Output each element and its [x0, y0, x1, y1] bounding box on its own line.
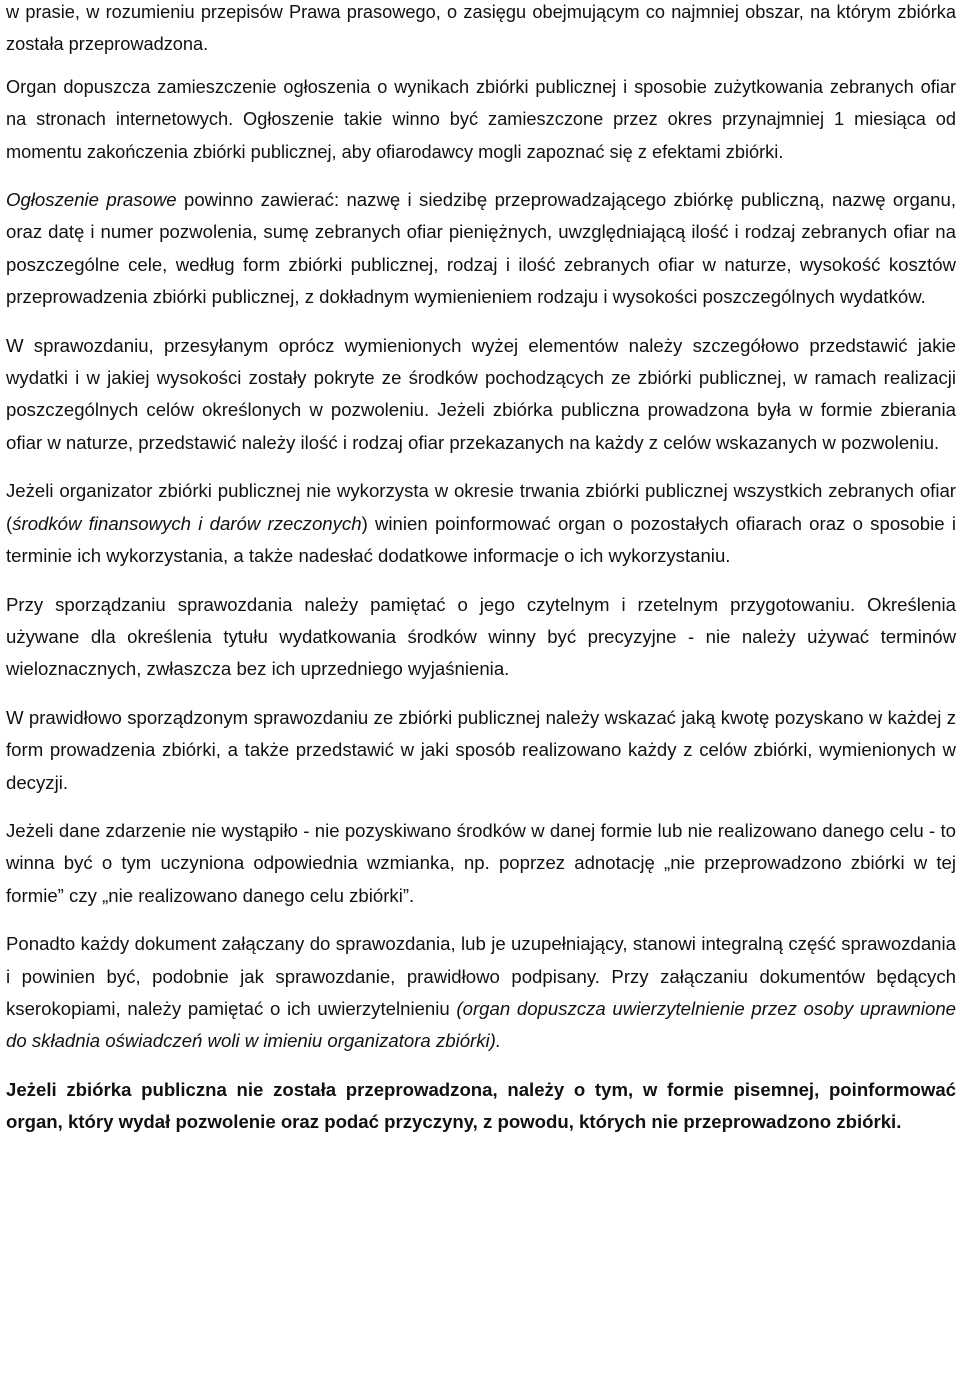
- press-announcement-term: Ogłoszenie prasowe: [6, 189, 177, 211]
- paragraph-unused-donations: [6, 475, 956, 572]
- paragraph-report-amounts: W prawidłowo sporządzonym sprawozdaniu ze zbiórki publicznej należy wskazać jaką kwotę pozyskano w każdej z form prowadzenia zbiórki, a także przedstawić w jaki sposób realizowano każdy z celów zbiórki, wymienionych w decyzji.: [6, 706, 956, 793]
- press-announcement-text: powinno zawierać: nazwę i siedzibę przeprowadzającego zbiórkę publiczną, nazwę organu, oraz datę i numer pozwolenia, sumę zebranych ofiar pieniężnych, uwzględniającą ilość i rodzaj zebranych ofiar na poszczególne cele, według form zbiórki publicznej, rodzaj i ilość zebranych ofiar w naturze, wysokość kosztów przeprowadzenia zbiórki publicznej, z dokładnym wymienieniem rodzaju i wysokości poszczególnych wydatków.: [6, 189, 956, 308]
- paragraph-attached-documents: [6, 928, 956, 1058]
- unused-donations-text-a: Jeżeli organizator zbiórki publicznej nie wykorzysta w okresie trwania zbiórki publicznej wszystkich zebranych ofiar (: [6, 480, 956, 534]
- paragraph-report-details: W sprawozdaniu, przesyłanym oprócz wymienionych wyżej elementów należy szczegółowo przedstawić jakie wydatki i w jakiej wysokości zostały pokryte ze środków pochodzących ze zbiórki publicznej, w ramach realizacji poszczególnych celów określonych w pozwoleniu. Jeżeli zbiórka publiczna prowadzona była w formie zbierania ofiar w naturze, przedstawić należy ilość i rodzaj ofiar przekazanych na każdy z celów wskazanych w pozwoleniu.: [6, 334, 956, 453]
- paragraph-press-scope: w prasie, w rozumieniu przepisów Prawa prasowego, o zasięgu obejmującym co najmniej obszar, na którym zbiórka została przeprowadzona.: [6, 2, 956, 55]
- paragraph-report-clarity: Przy sporządzaniu sprawozdania należy pamiętać o jego czytelnym i rzetelnym przygotowaniu. Określenia używane dla określenia tytułu wydatkowania środków winny być precyzyjne - nie należy używać terminów wieloznacznych, zwłaszcza bez ich uprzedniego wyjaśnienia.: [6, 593, 956, 680]
- paragraph-collection-not-held: Jeżeli zbiórka publiczna nie została przeprowadzona, należy o tym, w formie pisemnej, poinformować organ, który wydał pozwolenie oraz podać przyczyny, z powodu, których nie przeprowadzono zbiórki.: [6, 1078, 956, 1133]
- unused-donations-italic: środków finansowych i darów rzeczonych: [12, 512, 362, 534]
- paragraph-online-announcement: Organ dopuszcza zamieszczenie ogłoszenia o wynikach zbiórki publicznej i sposobie zużytkowania zebranych ofiar na stronach internetowych. Ogłoszenie takie winno być zamieszczone przez okres przynajmniej 1 miesiąca od momentu zakończenia zbiórki publicznej, aby ofiarodawcy mogli zapoznać się z efektami zbiórki.: [6, 76, 956, 162]
- paragraph-no-event-note: Jeżeli dane zdarzenie nie wystąpiło - nie pozyskiwano środków w danej formie lub nie realizowano danego celu - to winna być o tym uczyniona odpowiednia wzmianka, np. poprzez adnotację „nie przeprowadzono zbiórki w tej formie” czy „nie realizowano danego celu zbiórki”.: [6, 819, 956, 906]
- attached-documents-italic: (organ dopuszcza uwierzytelnienie przez osoby uprawnione do składnia oświadczeń woli w imieniu organizatora zbiórki).: [6, 997, 957, 1052]
- unused-donations-text-b: ) winien poinformować organ o pozostałych ofiarach oraz o sposobie i terminie ich wykorzystania, a także nadesłać dodatkowe informacje o ich wykorzystaniu.: [6, 512, 956, 567]
- attached-documents-text: Ponadto każdy dokument załączany do sprawozdania, lub je uzupełniający, stanowi integralną część sprawozdania i powinien być, podobnie jak sprawozdanie, prawidłowo podpisany. Przy załączaniu dokumentów będących kserokopiami, należy pamiętać o ich uwierzytelnieniu: [6, 933, 956, 1019]
- paragraph-press-announcement-contents: [6, 184, 956, 314]
